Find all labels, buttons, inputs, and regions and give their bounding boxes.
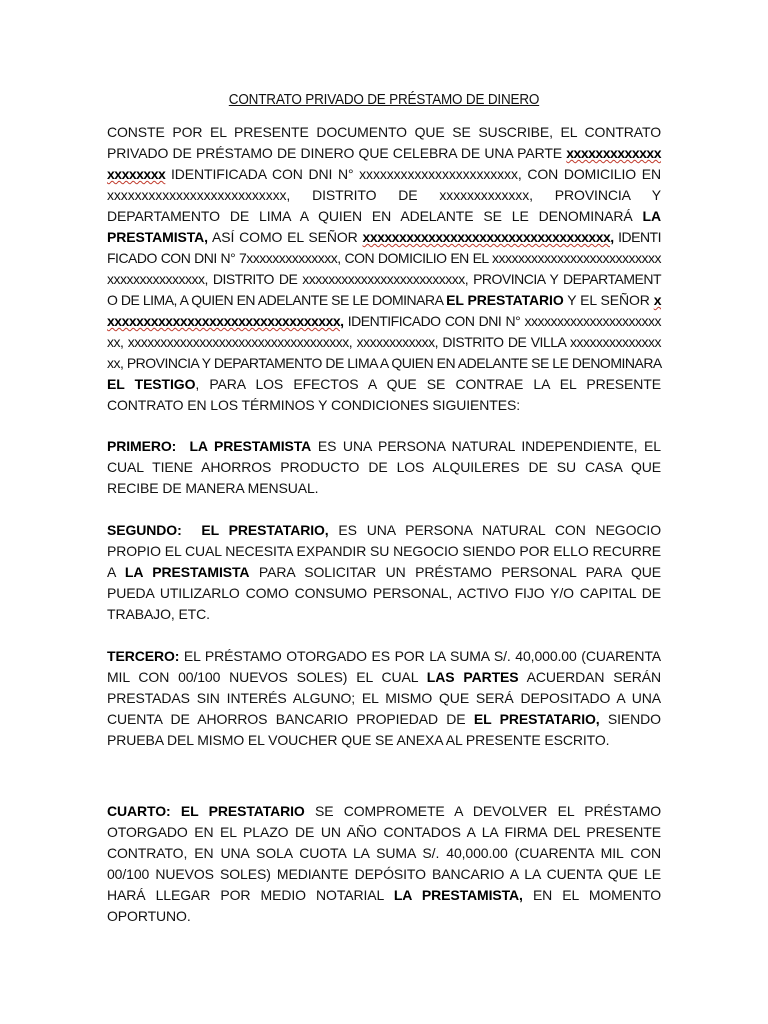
clause-cuarto-text-1: SE COMPROMETE A DEVOLVER EL PRÉSTAMO OTORGADO EN EL PLAZO DE UN AÑO CONTADOS A LA FIRMA DEL PRESENTE CONTRATO, EN UNA SOLA CUOTA LA SUMA S/. 40,000.00 (CUARENTA MIL CON 00/100 NUEVOS SOLES) MEDIANTE DEPÓSITO BANCARIO A LA CUENTA QUE LE HARÁ LLEGAR POR MEDIO NOTARIAL <box>107 803 661 903</box>
intro-text-1: CONSTE POR EL PRESENTE DOCUMENTO QUE SE SUSCRIBE, EL CONTRATO PRIVADO DE PRÉSTAMO DE DINERO QUE CELEBRA DE UNA PARTE <box>107 124 661 161</box>
witness-name-redacted: xxxxxxxxxxxxxxxxxxxxxxxxxxxxxxxxx, <box>107 292 661 329</box>
intro-text-5: Y EL SEÑOR <box>563 292 654 308</box>
clause-tercero-text-1: EL PRÉSTAMO OTORGADO ES POR LA SUMA S/. 40,000.00 (CUARENTA MIL CON 00/100 NUEVOS SOLES) EL CUAL <box>107 648 661 685</box>
document-title: CONTRATO PRIVADO DE PRÉSTAMO DE DINERO <box>228 92 540 108</box>
borrower-role-label: EL PRESTATARIO <box>446 292 564 308</box>
lender-role-label: LA PRESTAMISTA, <box>107 208 661 245</box>
clause-cuarto-text-2: EN EL MOMENTO OPORTUNO. <box>107 887 661 924</box>
clause-tercero-heading: TERCERO: <box>107 648 180 664</box>
intro-text-2: IDENTIFICADA CON DNI N° xxxxxxxxxxxxxxxxxxxxxxx, CON DOMICILIO EN xxxxxxxxxxxxxxxxxxxxxxxxxx, DISTRITO DE xxxxxxxxxxxxx, PROVINCIA Y DEPARTAMENTO DE LIMA A QUIEN EN ADELANTE SE LE DENOMINARÁ <box>107 166 661 224</box>
clause-segundo-party-2: LA PRESTAMISTA <box>124 564 250 580</box>
clause-tercero <box>107 646 661 751</box>
intro-text-7: , PARA LOS EFECTOS A QUE SE CONTRAE LA EL PRESENTE CONTRATO EN LOS TÉRMINOS Y CONDICIONES SIGUIENTES: <box>107 376 661 413</box>
clause-segundo-text-2: PARA SOLICITAR UN PRÉSTAMO PERSONAL PARA QUE PUEDA UTILIZARLO COMO CONSUMO PERSONAL, ACTIVO FIJO Y/O CAPITAL DE TRABAJO, ETC. <box>107 564 661 622</box>
clause-primero-party: LA PRESTAMISTA <box>189 438 312 454</box>
document-body <box>107 122 661 927</box>
clause-cuarto <box>107 801 661 927</box>
intro-text-4: IDENTIFICADO CON DNI N° 7xxxxxxxxxxxxxx, CON DOMICILIO EN EL xxxxxxxxxxxxxxxxxxxxxxxxxxxxxxxxxxxxxxxxx, DISTRITO DE xxxxxxxxxxxxxxxxxxxxxxxxx, PROVINCIA Y DEPARTAMENTO DE LIMA, A QUIEN EN ADELANTE SE LE DOMINARA <box>107 229 661 308</box>
clause-tercero-party: EL PRESTATARIO, <box>473 711 600 727</box>
clause-primero <box>107 436 661 499</box>
clause-segundo <box>107 520 661 625</box>
clause-cuarto-party: EL PRESTATARIO <box>180 803 305 819</box>
clause-tercero-parties: LAS PARTES <box>426 669 519 685</box>
clause-cuarto-heading: CUARTO: <box>107 803 171 819</box>
witness-role-label: EL TESTIGO <box>107 376 196 392</box>
intro-paragraph <box>107 122 661 416</box>
intro-text-6: IDENTIFICADO CON DNI N° xxxxxxxxxxxxxxxxxxxxxxx, xxxxxxxxxxxxxxxxxxxxxxxxxxxxxxxxxx, xxxxxxxxxxxx, DISTRITO DE VILLA xxxxxxxxxxxxxxxx, PROVINCIA Y DEPARTAMENTO DE LIMA A QUIEN EN ADELANTE SE LE DENOMINARA <box>107 313 661 371</box>
clause-primero-heading: PRIMERO: <box>107 438 177 454</box>
lender-name-redacted: xxxxxxxxxxxxxxxxxxxxx <box>107 145 661 182</box>
borrower-name-redacted: xxxxxxxxxxxxxxxxxxxxxxxxxxxxxxxxxx, <box>362 229 614 245</box>
clause-primero-text: ES UNA PERSONA NATURAL INDEPENDIENTE, EL CUAL TIENE AHORROS PRODUCTO DE LOS ALQUILERES DE SU CASA QUE RECIBE DE MANERA MENSUAL. <box>107 438 661 496</box>
intro-text-3: ASÍ COMO EL SEÑOR <box>207 229 363 245</box>
clause-segundo-heading: SEGUNDO: <box>107 522 182 538</box>
clause-segundo-party: EL PRESTATARIO, <box>201 522 329 538</box>
clause-cuarto-party-2: LA PRESTAMISTA, <box>393 887 523 903</box>
clause-tercero-text-3: SIENDO PRUEBA DEL MISMO EL VOUCHER QUE SE ANEXA AL PRESENTE ESCRITO. <box>107 711 661 748</box>
clause-tercero-text-2: ACUERDAN SERÁN PRESTADAS SIN INTERÉS ALGUNO; EL MISMO QUE SERÁ DEPOSITADO A UNA CUENTA DE AHORROS BANCARIO PROPIEDAD DE <box>107 669 662 727</box>
clause-segundo-text-1: ES UNA PERSONA NATURAL CON NEGOCIO PROPIO EL CUAL NECESITA EXPANDIR SU NEGOCIO SIENDO POR ELLO RECURRE A <box>107 522 661 580</box>
